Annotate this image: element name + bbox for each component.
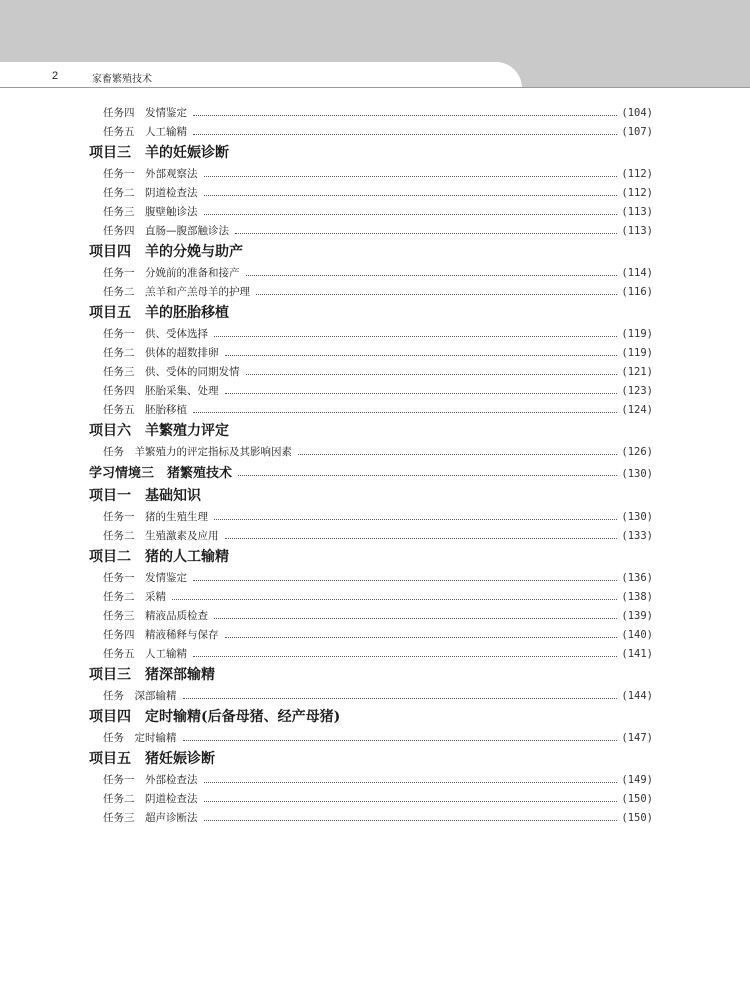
toc-task-row: [0, 123, 750, 142]
toc-page-number: (121): [621, 366, 653, 378]
toc-task-row: [0, 222, 750, 241]
toc-task-title: 任务二 阴道检查法: [103, 187, 198, 199]
dot-leader: [204, 820, 618, 821]
header-rule: [0, 87, 750, 88]
toc-task-row: [0, 203, 750, 222]
toc-project-title: 项目五 猪妊娠诊断: [89, 751, 215, 767]
toc-task-title: 任务一 供、受体选择: [103, 328, 208, 340]
dot-leader: [183, 698, 618, 699]
toc-task-title: 任务一 外部检查法: [103, 774, 198, 786]
header-tab: [0, 62, 522, 88]
dot-leader: [225, 637, 618, 638]
toc-project-row: [0, 241, 750, 264]
toc-task-title: 任务四 发情鉴定: [103, 107, 187, 119]
running-title: 家畜繁殖技术: [92, 74, 152, 85]
toc-task-title: 任务二 采精: [103, 591, 166, 603]
toc-page-number: (139): [621, 610, 653, 622]
toc-task-title: 任务三 腹壁触诊法: [103, 206, 198, 218]
toc-task-row: [0, 645, 750, 664]
toc-task-row: [0, 790, 750, 809]
toc-task-title: 任务 深部输精: [103, 690, 177, 702]
toc-task-title: 任务一 发情鉴定: [103, 572, 187, 584]
toc-task-row: [0, 729, 750, 748]
toc-task-title: 任务一 外部观察法: [103, 168, 198, 180]
toc-task-row: [0, 687, 750, 706]
dot-leader: [214, 519, 617, 520]
toc-page-number: (113): [621, 225, 653, 237]
toc-task-row: [0, 508, 750, 527]
toc-project-title: 项目六 羊繁殖力评定: [89, 423, 229, 439]
toc-page-number: (124): [621, 404, 653, 416]
toc-task-row: [0, 264, 750, 283]
toc-project-title: 项目一 基础知识: [89, 488, 201, 504]
toc-page-number: (133): [621, 530, 653, 542]
toc-task-title: 任务四 精液稀释与保存: [103, 629, 219, 641]
dot-leader: [238, 475, 617, 476]
toc-page-number: (112): [621, 187, 653, 199]
dot-leader: [225, 393, 618, 394]
dot-leader: [214, 336, 617, 337]
toc-page-number: (123): [621, 385, 653, 397]
dot-leader: [204, 195, 618, 196]
toc-page-number: (116): [621, 286, 653, 298]
toc-task-title: 任务一 猪的生殖生理: [103, 511, 208, 523]
toc-task-row: [0, 165, 750, 184]
dot-leader: [225, 538, 618, 539]
toc-task-row: [0, 443, 750, 462]
toc-task-row: [0, 184, 750, 203]
dot-leader: [193, 580, 617, 581]
toc-task-row: [0, 569, 750, 588]
toc-project-title: 项目四 羊的分娩与助产: [89, 244, 243, 260]
toc-page-number: (119): [621, 328, 653, 340]
dot-leader: [225, 355, 618, 356]
dot-leader: [193, 134, 617, 135]
toc-page-number: (147): [621, 732, 653, 744]
toc-task-row: [0, 401, 750, 420]
toc-page-number: (140): [621, 629, 653, 641]
toc-task-title: 任务二 供体的超数排卵: [103, 347, 219, 359]
toc-project-row: [0, 142, 750, 165]
toc-project-title: 项目三 羊的妊娠诊断: [89, 145, 229, 161]
toc-task-row: [0, 588, 750, 607]
dot-leader: [193, 412, 617, 413]
toc-project-title: 项目二 猪的人工输精: [89, 549, 229, 565]
dot-leader: [183, 740, 618, 741]
toc-task-title: 任务一 分娩前的准备和接产: [103, 267, 240, 279]
toc-project-row: [0, 302, 750, 325]
toc-page-number: (136): [621, 572, 653, 584]
toc-project-title: 项目三 猪深部输精: [89, 667, 215, 683]
toc-task-title: 任务二 阴道检查法: [103, 793, 198, 805]
toc-page-number: (149): [621, 774, 653, 786]
dot-leader: [172, 599, 617, 600]
toc-task-title: 任务五 人工输精: [103, 648, 187, 660]
toc-task-title: 任务三 供、受体的同期发情: [103, 366, 240, 378]
toc-task-title: 任务三 精液品质检查: [103, 610, 208, 622]
dot-leader: [204, 176, 618, 177]
toc-task-title: 任务 羊繁殖力的评定指标及其影响因素: [103, 446, 292, 458]
toc-project-title: 项目五 羊的胚胎移植: [89, 305, 229, 321]
toc-task-row: [0, 283, 750, 302]
toc-page-number: (119): [621, 347, 653, 359]
toc-project-row: [0, 485, 750, 508]
toc-page-number: (138): [621, 591, 653, 603]
toc-project-row: [0, 420, 750, 443]
toc-project-row: [0, 706, 750, 729]
toc-page-number: (126): [621, 446, 653, 458]
toc-task-title: 任务四 直肠—腹部触诊法: [103, 225, 229, 237]
toc-page-number: (141): [621, 648, 653, 660]
toc-task-title: 任务 定时输精: [103, 732, 177, 744]
toc-situation-row: [0, 462, 750, 485]
toc-page-number: (144): [621, 690, 653, 702]
dot-leader: [256, 294, 617, 295]
toc-page-number: (150): [621, 812, 653, 824]
toc-project-row: [0, 664, 750, 687]
toc-task-title: 任务三 超声诊断法: [103, 812, 198, 824]
toc-situation-title: 学习情境三 猪繁殖技术: [89, 466, 233, 481]
page-number: 2: [52, 70, 59, 82]
toc-task-title: 任务五 胚胎移植: [103, 404, 187, 416]
toc-task-row: [0, 363, 750, 382]
toc-page-number: (130): [621, 511, 653, 523]
dot-leader: [214, 618, 617, 619]
table-of-contents: [0, 104, 750, 828]
dot-leader: [235, 233, 617, 234]
toc-task-row: [0, 104, 750, 123]
toc-project-title: 项目四 定时输精(后备母猪、经产母猪): [89, 709, 341, 725]
toc-task-row: [0, 344, 750, 363]
toc-task-row: [0, 771, 750, 790]
toc-task-row: [0, 325, 750, 344]
dot-leader: [204, 214, 618, 215]
toc-task-row: [0, 382, 750, 401]
toc-task-row: [0, 626, 750, 645]
toc-task-row: [0, 607, 750, 626]
toc-page-number: (104): [621, 107, 653, 119]
toc-page-number: (113): [621, 206, 653, 218]
toc-page-number: (107): [621, 126, 653, 138]
toc-project-row: [0, 748, 750, 771]
dot-leader: [246, 374, 618, 375]
toc-page-number: (112): [621, 168, 653, 180]
dot-leader: [193, 115, 617, 116]
toc-task-row: [0, 527, 750, 546]
toc-task-row: [0, 809, 750, 828]
dot-leader: [298, 454, 617, 455]
toc-project-row: [0, 546, 750, 569]
toc-page-number: (150): [621, 793, 653, 805]
toc-task-title: 任务二 羔羊和产羔母羊的护理: [103, 286, 250, 298]
dot-leader: [204, 801, 618, 802]
toc-page-number: (114): [621, 267, 653, 279]
toc-page-number: (130): [621, 468, 653, 480]
dot-leader: [204, 782, 618, 783]
toc-task-title: 任务四 胚胎采集、处理: [103, 385, 219, 397]
dot-leader: [246, 275, 618, 276]
toc-task-title: 任务二 生殖激素及应用: [103, 530, 219, 542]
dot-leader: [193, 656, 617, 657]
toc-task-title: 任务五 人工输精: [103, 126, 187, 138]
